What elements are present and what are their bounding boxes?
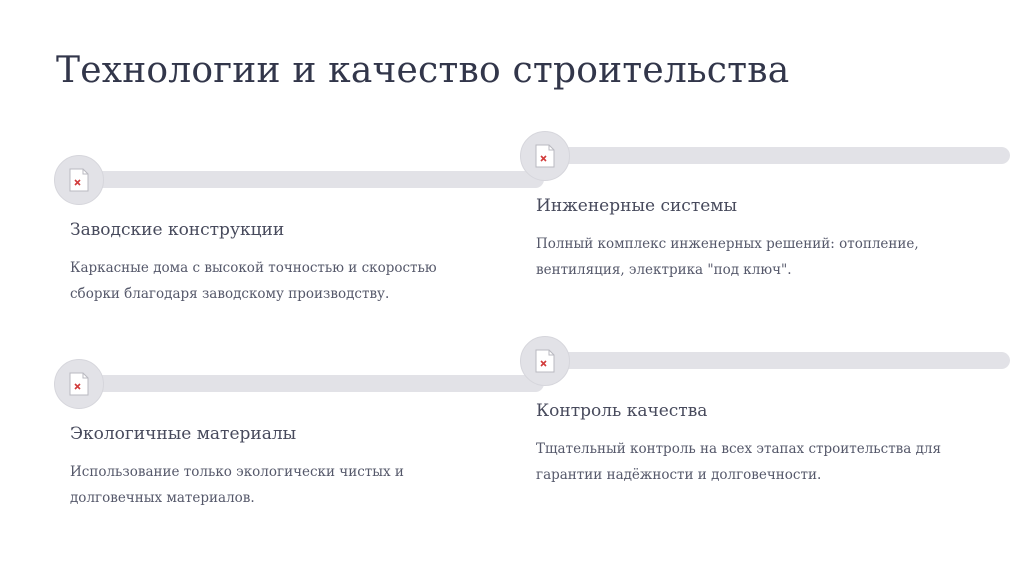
card-title: Заводские конструкции <box>70 220 285 240</box>
card-description <box>70 255 510 307</box>
card-description-line: Использование только экологически чистых и <box>70 464 404 480</box>
slide-title: Технологии и качество строительства <box>56 50 790 91</box>
card-icon-circle <box>54 359 104 409</box>
card-description-line: долговечных материалов. <box>70 490 255 506</box>
card-engineering-systems <box>520 130 980 290</box>
card-icon-circle <box>520 131 570 181</box>
card-title: Инженерные системы <box>536 196 738 216</box>
broken-image-icon <box>534 144 556 168</box>
card-title: Контроль качества <box>536 401 708 421</box>
broken-image-icon <box>68 168 90 192</box>
card-description <box>70 459 510 511</box>
card-description-line: вентиляция, электрика "под ключ". <box>536 262 792 278</box>
card-bar <box>560 147 1010 164</box>
card-bar <box>94 171 544 188</box>
card-eco-materials <box>54 358 514 518</box>
card-icon-circle <box>54 155 104 205</box>
card-title: Экологичные материалы <box>70 424 297 444</box>
card-description-line: Каркасные дома с высокой точностью и скоростью <box>70 260 437 276</box>
card-description-line: гарантии надёжности и долговечности. <box>536 467 822 483</box>
broken-image-icon <box>68 372 90 396</box>
broken-image-icon <box>534 349 556 373</box>
card-description-line: Полный комплекс инженерных решений: отопление, <box>536 236 919 252</box>
card-factory-structures <box>54 154 514 314</box>
card-bar <box>560 352 1010 369</box>
card-description-line: Тщательный контроль на всех этапах строительства для <box>536 441 942 457</box>
card-icon-circle <box>520 336 570 386</box>
card-description-line: сборки благодаря заводскому производству. <box>70 286 390 302</box>
card-bar <box>94 375 544 392</box>
card-description <box>536 436 976 488</box>
card-quality-control <box>520 335 980 495</box>
card-description <box>536 231 976 283</box>
